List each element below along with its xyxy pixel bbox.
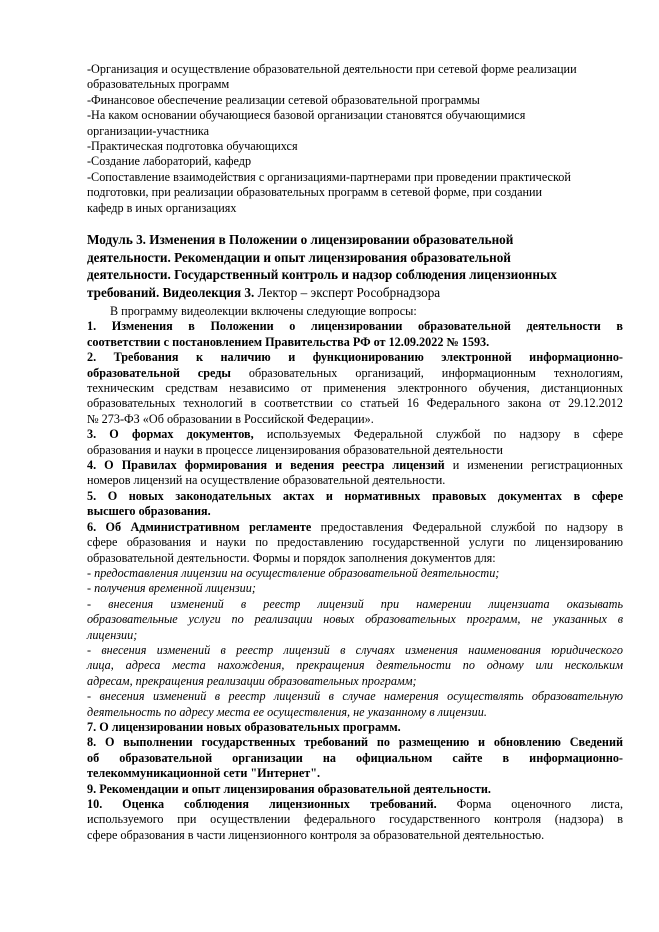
- module-lecturer: Лектор – эксперт Рособрнадзора: [254, 284, 441, 300]
- list-item: -На каком основании обучающиеся базовой организации становятся обучающимися: [87, 108, 526, 123]
- module-title-line: деятельности. Рекомендации и опыт лицензирования образовательной: [87, 249, 511, 265]
- item-6-subitem: - предоставления лицензии на осуществление образовательной деятельности;: [87, 565, 500, 580]
- item-3: 3. О формах документов,: [87, 427, 254, 442]
- item-5: 5. О новых законодательных актах и нормативных правовых документах в сфере: [87, 488, 623, 503]
- item-10: 10. Оценка соблюдения лицензионных требований.: [87, 797, 437, 811]
- item-2-text: образовательных технологий в соответствии со статьей 16 Федерального закона от 29.12.2012: [87, 396, 623, 411]
- module-heading: [87, 231, 623, 301]
- item-6-text: предоставления Федеральной службой по надзору в: [311, 519, 623, 534]
- item-8: телекоммуникационной сети "Интернет".: [87, 766, 321, 781]
- list-item: -Организация и осуществление образовательной деятельности при сетевой форме реализации: [87, 62, 577, 76]
- module-title-line: Модуль 3. Изменения в Положении о лицензировании образовательной: [87, 232, 514, 247]
- item-1: 1. Изменения в Положении о лицензировании образовательной деятельности в: [87, 319, 623, 334]
- list-item: -Создание лабораторий, кафедр: [87, 154, 252, 169]
- item-5: высшего образования.: [87, 504, 211, 519]
- item-6-text: сфере образования и науки по предоставлению государственной услуги по лицензированию: [87, 535, 623, 550]
- list-item: -Финансовое обеспечение реализации сетевой образовательной программы: [87, 92, 480, 107]
- item-6-subitem: - получения временной лицензии;: [87, 581, 256, 596]
- item-10-text: сфере образования в части лицензионного контроля за образовательной деятельностью.: [87, 827, 545, 842]
- list-item: подготовки, при реализации образовательных программ в сетевой форме, при создании: [87, 185, 543, 200]
- item-4-text: и изменении регистрационных: [444, 458, 623, 473]
- module-title-line: требований. Видеолекция 3.: [87, 284, 255, 300]
- item-2-text: техническим средствам независимо от применения электронного обучения, дистанционных: [87, 381, 623, 396]
- item-6-text: образовательной деятельности. Формы и порядок заполнения документов для:: [87, 550, 496, 565]
- item-6-subitem: образовательные услуги по реализации новых образовательных программ, не указанных в: [87, 612, 623, 627]
- item-3-text: образования и науки в процессе лицензирования образовательной деятельности: [87, 442, 503, 457]
- item-6-subitem: - внесения изменений в реестр лицензий при намерении лицензиата оказывать: [87, 596, 623, 611]
- item-8: 8. О выполнении государственных требований по размещению и обновлению Сведений: [87, 735, 623, 750]
- item-6-subitem: адресам, прекращения реализации образовательных программ;: [87, 673, 417, 688]
- item-3-text: используемых Федеральной службой по надзору в сфере: [253, 427, 624, 442]
- item-6-subitem: лицензии;: [87, 627, 138, 642]
- module-title-line: деятельности. Государственный контроль и надзор соблюдения лицензионных: [87, 267, 557, 283]
- item-4-text: номеров лицензий на осуществление образовательной деятельности.: [87, 473, 446, 488]
- item-10-text: Форма оценочного листа,: [436, 797, 623, 811]
- intro-list: [87, 62, 623, 216]
- questions-intro: В программу видеолекции включены следующие вопросы:: [110, 304, 417, 318]
- item-2-text: № 273-ФЗ «Об образовании в Российской Федерации».: [87, 411, 374, 426]
- item-2: образовательной среды: [87, 365, 231, 380]
- list-item: -Практическая подготовка обучающихся: [87, 139, 298, 154]
- item-4: 4. О Правилах формирования и ведения реестра лицензий: [87, 458, 445, 473]
- item-7: 7. О лицензировании новых образовательных программ.: [87, 719, 401, 734]
- item-6: 6. Об Административном регламенте: [87, 519, 312, 534]
- list-item: образовательных программ: [87, 77, 230, 92]
- item-1: соответствии с постановлением Правительства РФ от 12.09.2022 № 1593.: [87, 334, 490, 349]
- questions-section: [87, 304, 623, 843]
- item-2: 2. Требования к наличию и функционированию электронной информационно-: [87, 350, 623, 365]
- list-item: организации-участника: [87, 123, 210, 138]
- list-item: -Сопоставление взаимодействия с организациями-партнерами при проведении практической: [87, 169, 571, 184]
- list-item: кафедр в иных организациях: [87, 200, 237, 215]
- item-6-subitem: - внесения изменений в реестр лицензий в случае намерения осуществлять образовательную: [87, 689, 623, 704]
- item-8: об образовательной организации на официальном сайте в информационно-: [87, 750, 623, 765]
- item-10-text: используемого при осуществлении федерального государственного контроля (надзора) в: [87, 812, 623, 827]
- item-6-subitem: - внесения изменений в реестр лицензий в случаях изменения наименования юридического: [87, 642, 623, 657]
- item-2-text: образовательных организаций, информационным технологиям,: [230, 365, 624, 380]
- item-6-subitem: лица, адреса места нахождения, прекращения деятельности по одному или нескольким: [87, 658, 623, 673]
- item-6-subitem: деятельность по адресу места ее осуществления, не указанному в лицензии.: [87, 704, 487, 719]
- item-9: 9. Рекомендации и опыт лицензирования образовательной деятельности.: [87, 781, 491, 796]
